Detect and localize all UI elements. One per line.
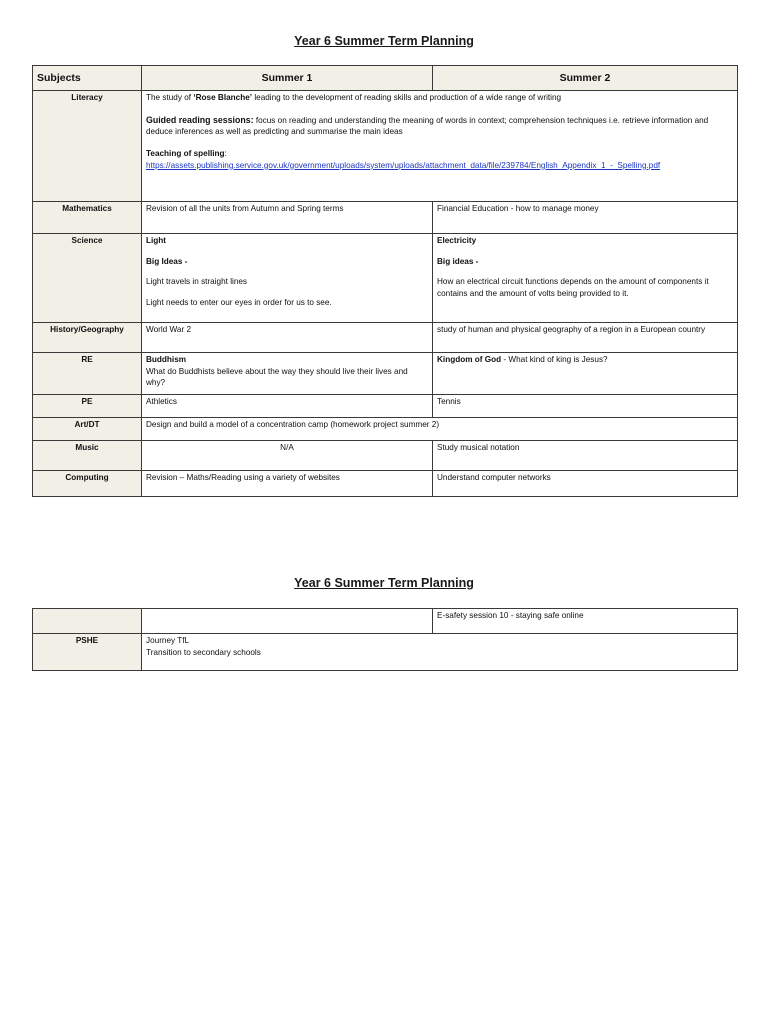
guided-reading-label: Guided reading sessions:	[146, 114, 254, 125]
guided-reading	[146, 114, 733, 138]
re-summer1	[142, 353, 433, 395]
re-row	[33, 353, 738, 395]
literacy-intro-rest: leading to the development of reading skills and production of a wide range of writing	[252, 93, 562, 102]
pe-row	[33, 395, 738, 418]
music-summer2: Study musical notation	[433, 441, 738, 471]
science-row	[33, 234, 738, 323]
science-subject: Science	[33, 234, 142, 323]
planning-table-continued	[32, 608, 738, 671]
light-idea-2: Light needs to enter our eyes in order for us to see.	[146, 297, 332, 307]
music-summer1: N/A	[142, 441, 433, 471]
buddhism-text: What do Buddhists believe about the way they should live their lives and why?	[146, 366, 408, 388]
science-summer1	[142, 234, 433, 323]
pshe-row	[33, 634, 738, 671]
artdt-subject: Art/DT	[33, 418, 142, 441]
electricity-idea: How an electrical circuit functions depends on the amount of components it contains and the amount of volts being provided to it.	[437, 277, 709, 298]
artdt-row	[33, 418, 738, 441]
history-summer2: study of human and physical geography of a region in a European country	[433, 323, 738, 353]
literacy-intro	[146, 92, 733, 104]
mathematics-row	[33, 202, 738, 234]
artdt-content: Design and build a model of a concentration camp (homework project summer 2)	[142, 418, 738, 441]
esafety-summer2: E-safety session 10 - staying safe online	[433, 609, 738, 634]
big-ideas-label: Big ideas -	[437, 256, 479, 266]
music-subject: Music	[33, 441, 142, 471]
planning-table	[32, 65, 738, 497]
big-ideas-label: Big Ideas -	[146, 256, 188, 266]
re-summer2	[433, 353, 738, 395]
computing-summer1: Revision – Maths/Reading using a variety of websites	[142, 471, 433, 497]
pe-summer1: Athletics	[142, 395, 433, 418]
page-title-continued: Year 6 Summer Term Planning	[294, 576, 474, 590]
kingdom-of-god: Kingdom of God	[437, 355, 502, 364]
light-idea-1: Light travels in straight lines	[146, 277, 248, 287]
mathematics-summer2: Financial Education - how to manage money	[433, 202, 738, 234]
music-row	[33, 441, 738, 471]
esafety-row	[33, 609, 738, 634]
spelling-link[interactable]: https://assets.publishing.service.gov.uk/government/uploads/system/uploads/attachment_data/file/239784/English_Appendix_1_-_Spelling.pdf	[146, 160, 661, 170]
pshe-content	[142, 634, 738, 671]
history-row	[33, 323, 738, 353]
pshe-line-1: Journey TfL	[146, 636, 190, 645]
computing-summer2: Understand computer networks	[433, 471, 738, 497]
kingdom-text: - What kind of king is Jesus?	[501, 355, 608, 364]
light-heading: Light	[146, 236, 167, 245]
pshe-line-2: Transition to secondary schools	[146, 647, 261, 657]
spelling-heading	[146, 148, 733, 160]
spelling-label: Teaching of spelling	[146, 148, 225, 158]
summer1-header: Summer 1	[142, 66, 433, 91]
pe-summer2: Tennis	[433, 395, 738, 418]
rose-blanche-title: ‘Rose Blanche’	[193, 93, 253, 102]
computing-subject: Computing	[33, 471, 142, 497]
re-subject: RE	[33, 353, 142, 395]
literacy-content	[142, 91, 738, 202]
empty-summer1	[142, 609, 433, 634]
mathematics-summer1: Revision of all the units from Autumn and Spring terms	[142, 202, 433, 234]
literacy-subject: Literacy	[33, 91, 142, 202]
buddhism-heading: Buddhism	[146, 355, 187, 364]
computing-row	[33, 471, 738, 497]
header-row	[33, 66, 738, 91]
subjects-header: Subjects	[33, 66, 142, 91]
science-summer2	[433, 234, 738, 323]
history-subject: History/Geography	[33, 323, 142, 353]
history-summer1: World War 2	[142, 323, 433, 353]
literacy-intro-text: The study of	[146, 93, 194, 102]
guided-reading-text: focus on reading and understanding the meaning of words in context; comprehension techniques i.e. retrieve information and deduce inferences as well as predicting and summarise the main ideas	[146, 115, 709, 137]
page-title: Year 6 Summer Term Planning	[294, 34, 474, 48]
literacy-row	[33, 91, 738, 202]
pshe-subject: PSHE	[33, 634, 142, 671]
electricity-heading: Electricity	[437, 236, 477, 245]
mathematics-subject: Mathematics	[33, 202, 142, 234]
pe-subject: PE	[33, 395, 142, 418]
empty-subject	[33, 609, 142, 634]
spelling-colon: :	[224, 148, 227, 158]
summer2-header: Summer 2	[433, 66, 738, 91]
